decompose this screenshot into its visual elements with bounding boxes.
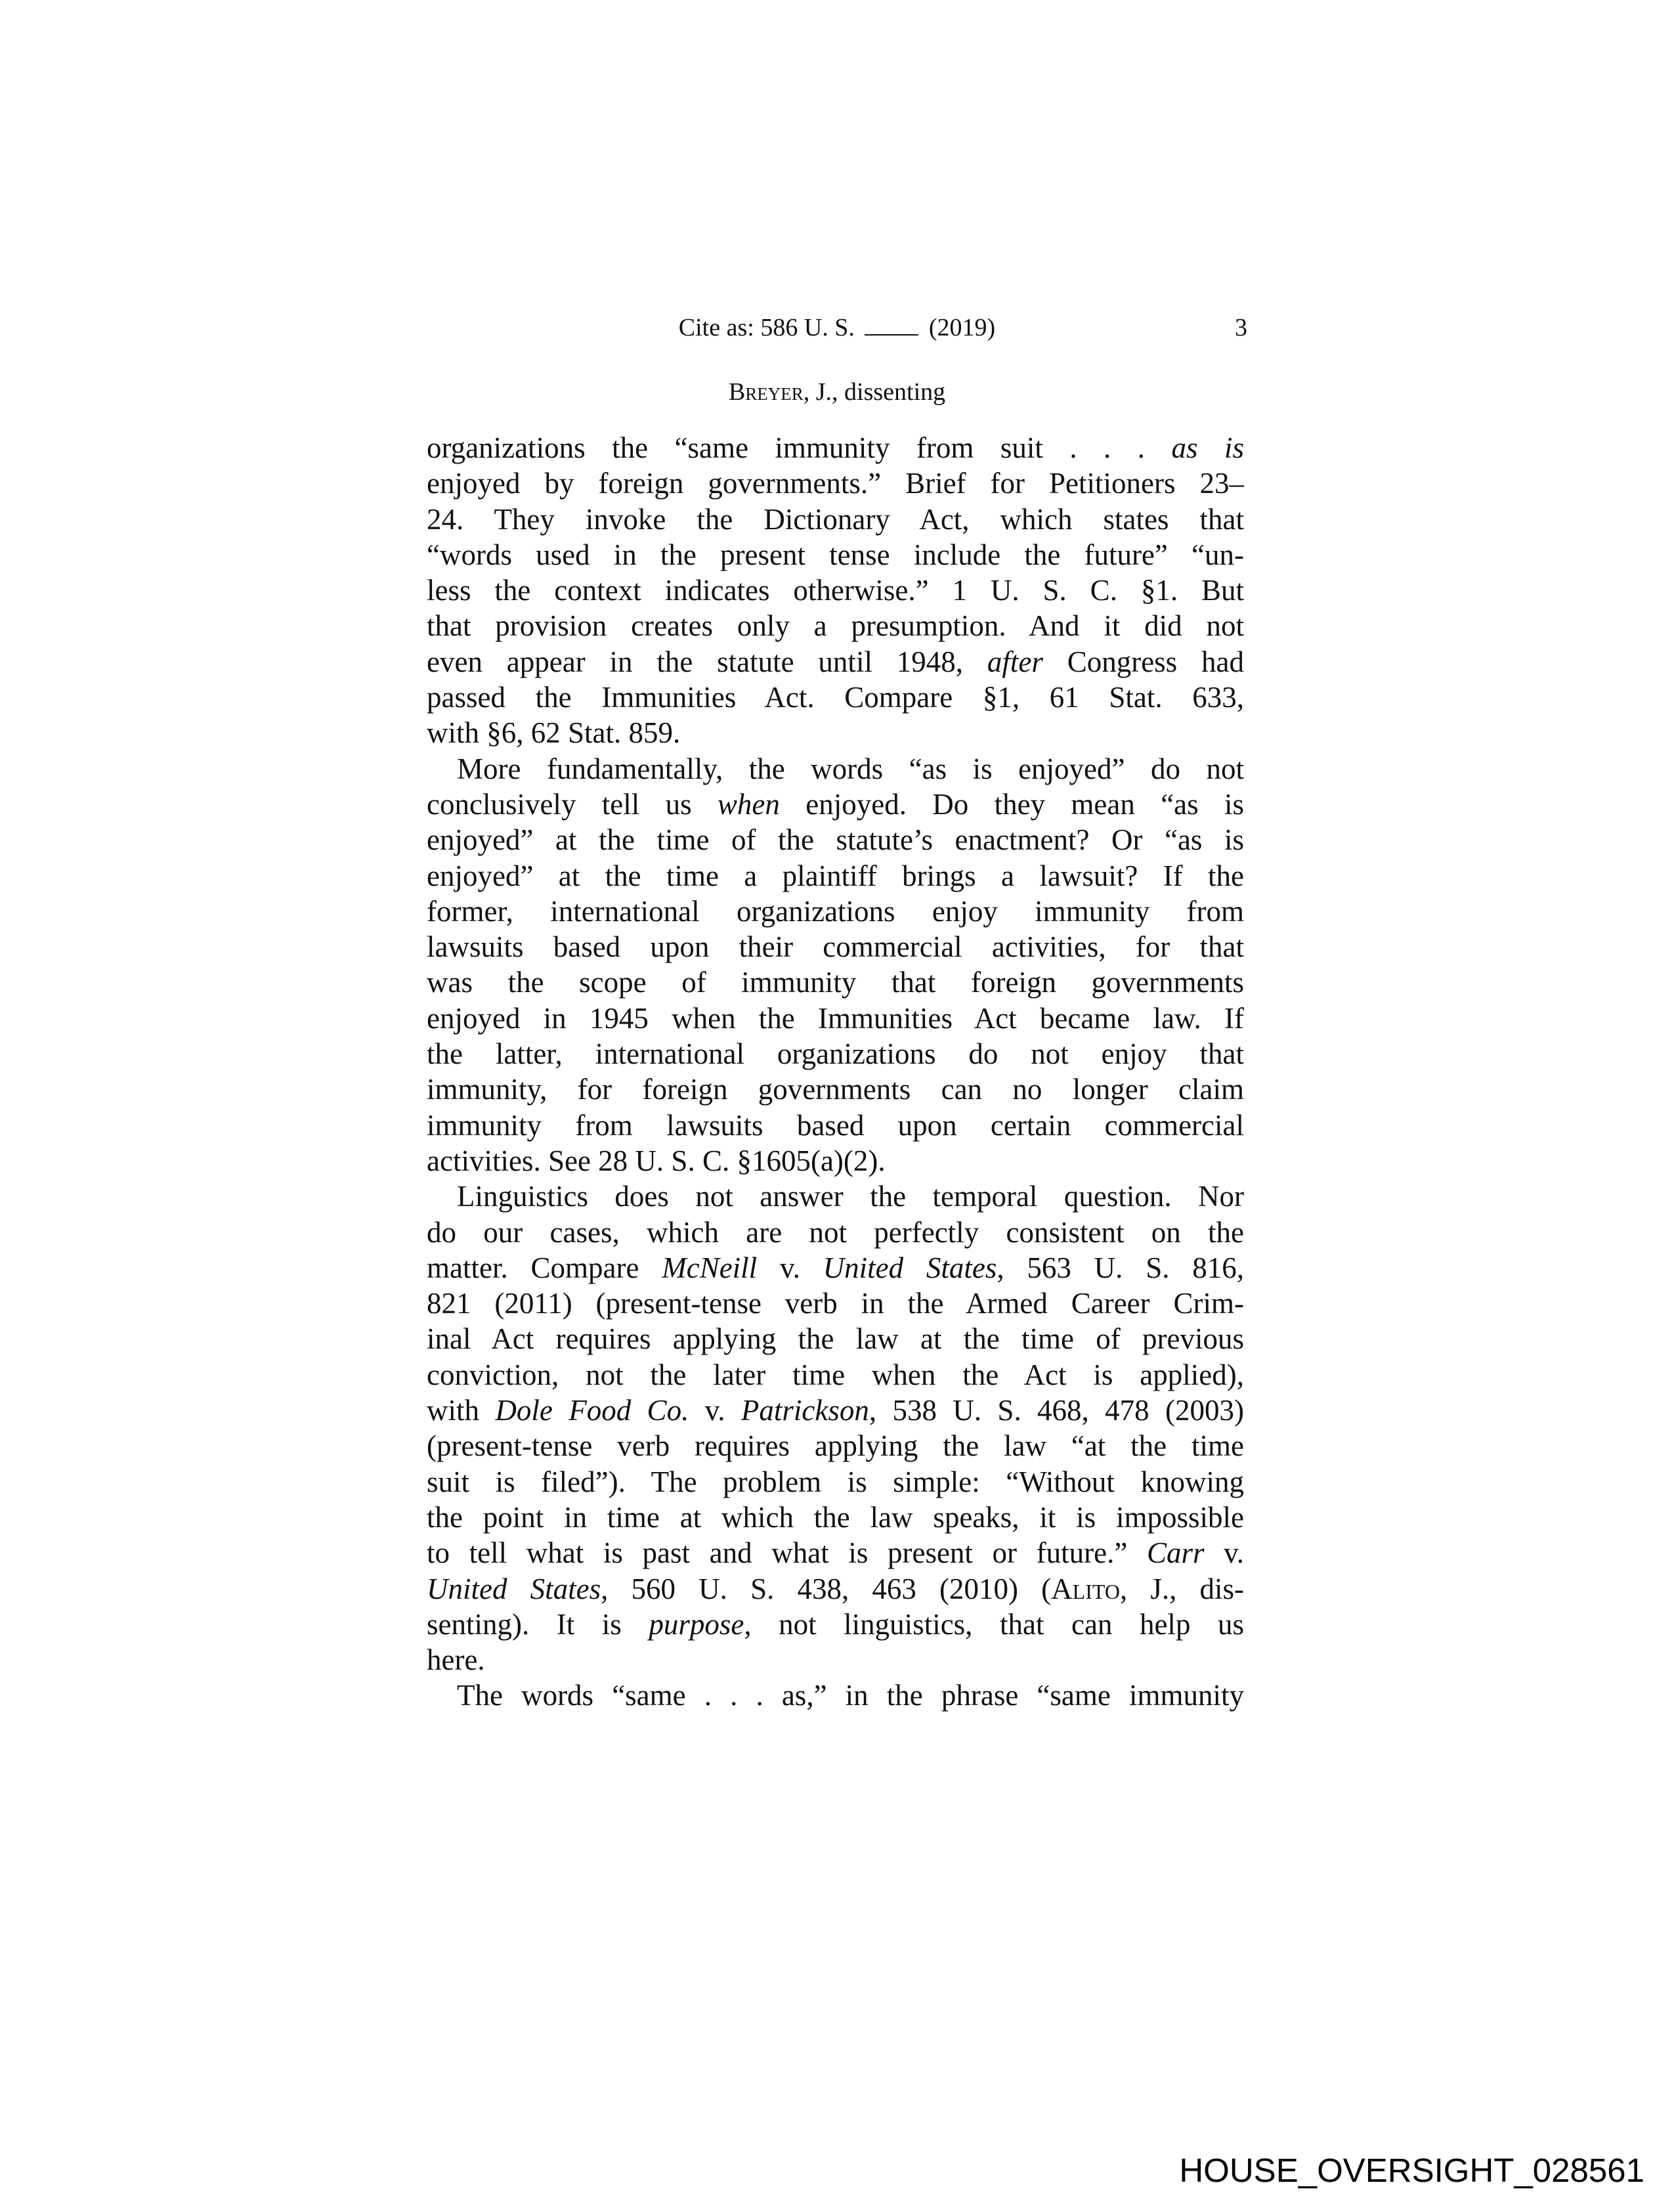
text-line	[427, 1179, 1244, 1214]
text-segment: to tell what is past and what is present or future.”	[427, 1536, 1147, 1570]
text-segment: do our cases, which are not perfectly consistent on the	[427, 1215, 1244, 1249]
text-line	[427, 644, 1244, 680]
text-segment: even appear in the statute until 1948,	[427, 645, 987, 678]
text-segment: suit is filed”). The problem is simple: “Without knowing	[427, 1465, 1244, 1498]
running-head-rest: , J., dissenting	[803, 378, 946, 406]
text-segment: matter. Compare	[427, 1251, 662, 1284]
text-segment: immunity, for foreign governments can no longer claim	[427, 1073, 1244, 1106]
text-line	[427, 680, 1244, 715]
paragraph	[427, 1179, 1244, 1678]
text-line	[427, 1571, 1244, 1607]
text-line	[427, 466, 1244, 501]
text-segment: organizations the “same immunity from suit . . .	[427, 431, 1172, 464]
text-segment: , J., dis-	[1119, 1572, 1244, 1605]
italic-text: as is	[1171, 431, 1244, 464]
text-line	[427, 1500, 1244, 1535]
text-segment: conviction, not the later time when the Act is applied),	[427, 1358, 1244, 1391]
paragraph	[427, 1678, 1244, 1713]
paragraph	[427, 430, 1244, 751]
text-line	[427, 608, 1244, 643]
text-line	[427, 1642, 1244, 1678]
italic-text: when	[717, 787, 780, 821]
text-segment: senting). It is	[427, 1607, 649, 1641]
text-line	[427, 894, 1244, 929]
text-segment: , 560 U. S. 438, 463 (2010) (	[601, 1572, 1052, 1605]
citation-header	[0, 313, 1674, 342]
opinion-body	[427, 430, 1244, 1714]
italic-text: after	[987, 645, 1043, 678]
text-line	[427, 1143, 1244, 1179]
text-line	[427, 1321, 1244, 1356]
text-segment: , not linguistics, that can help us	[744, 1607, 1244, 1641]
text-line	[427, 1250, 1244, 1286]
text-line	[427, 1001, 1244, 1036]
small-caps-text: Alito	[1051, 1572, 1120, 1605]
citation-prefix: Cite as: 586 U. S.	[678, 314, 861, 341]
text-segment: the point in time at which the law speaks, it is impossible	[427, 1500, 1244, 1534]
page-number: 3	[1235, 314, 1247, 341]
text-segment: The words “same . . . as,” in the phrase “same immunity	[457, 1679, 1244, 1712]
paragraph	[427, 751, 1244, 1179]
text-segment: enjoyed in 1945 when the Immunities Act became law. If	[427, 1001, 1244, 1035]
text-segment: 821 (2011) (present-tense verb in the Armed Career Crim-	[427, 1287, 1244, 1320]
text-line	[427, 751, 1244, 787]
text-segment: , 538 U. S. 468, 478 (2003)	[869, 1394, 1244, 1427]
text-line	[427, 715, 1244, 750]
text-segment: activities. See 28 U. S. C. §1605(a)(2).	[427, 1144, 886, 1177]
text-segment: passed the Immunities Act. Compare §1, 61 Stat. 633,	[427, 681, 1244, 714]
text-line	[427, 965, 1244, 1000]
text-line	[427, 787, 1244, 822]
citation-year: (2019)	[922, 314, 996, 341]
text-line	[427, 1393, 1244, 1428]
text-segment: inal Act requires applying the law at the time of previous	[427, 1322, 1244, 1356]
text-segment: enjoyed” at the time a plaintiff brings a lawsuit? If the	[427, 859, 1244, 892]
text-segment: here.	[427, 1643, 485, 1677]
text-line	[427, 1036, 1244, 1072]
text-line	[427, 573, 1244, 608]
text-segment: was the scope of immunity that foreign governments	[427, 966, 1244, 999]
text-segment: (present-tense verb requires applying the law “at the time	[427, 1429, 1244, 1463]
text-line	[427, 858, 1244, 894]
text-segment: enjoyed” at the time of the statute’s enactment? Or “as is	[427, 823, 1244, 857]
text-segment: More fundamentally, the words “as is enjoyed” do not	[457, 752, 1244, 785]
citation-blank	[865, 316, 918, 336]
text-line	[427, 1215, 1244, 1250]
text-segment: with	[427, 1394, 496, 1427]
text-segment: that provision creates only a presumption. And it did not	[427, 609, 1244, 643]
text-segment: conclusively tell us	[427, 787, 718, 821]
text-line	[427, 502, 1244, 537]
text-line	[427, 1428, 1244, 1464]
text-segment: , 563 U. S. 816,	[997, 1251, 1245, 1284]
text-segment: v.	[1204, 1536, 1244, 1570]
text-line	[427, 430, 1244, 466]
italic-text: United States	[427, 1572, 601, 1605]
text-segment: lawsuits based upon their commercial activities, for that	[427, 930, 1244, 964]
text-segment: Congress had	[1042, 645, 1244, 678]
text-line	[427, 1464, 1244, 1500]
text-line	[427, 929, 1244, 965]
italic-text: Dole Food Co.	[495, 1394, 689, 1427]
italic-text: Carr	[1146, 1536, 1205, 1570]
text-segment: v.	[757, 1251, 823, 1284]
text-segment: 24. They invoke the Dictionary Act, which states that	[427, 502, 1244, 536]
text-segment: “words used in the present tense include the future” “un-	[427, 538, 1244, 571]
text-segment: v.	[689, 1394, 741, 1427]
text-line	[427, 1108, 1244, 1143]
justice-name: Breyer	[728, 378, 804, 406]
text-line	[427, 1535, 1244, 1571]
running-head	[0, 378, 1674, 406]
text-line	[427, 1072, 1244, 1107]
italic-text: McNeill	[662, 1251, 758, 1284]
text-line	[427, 1607, 1244, 1642]
text-segment: enjoyed by foreign governments.” Brief for Petitioners 23–	[427, 467, 1244, 500]
text-segment: with §6, 62 Stat. 859.	[427, 716, 681, 750]
text-segment: immunity from lawsuits based upon certain commercial	[427, 1108, 1244, 1142]
italic-text: purpose	[649, 1607, 744, 1641]
italic-text: Patrickson	[740, 1394, 869, 1427]
text-line	[427, 537, 1244, 573]
text-line	[427, 1678, 1244, 1713]
text-segment: the latter, international organizations do not enjoy that	[427, 1037, 1244, 1071]
text-line	[427, 1357, 1244, 1393]
bates-stamp: HOUSE_OVERSIGHT_028561	[1179, 2152, 1644, 2189]
text-segment: former, international organizations enjoy immunity from	[427, 894, 1244, 928]
text-segment: enjoyed. Do they mean “as is	[779, 787, 1244, 821]
text-line	[427, 822, 1244, 857]
italic-text: United States	[823, 1251, 997, 1284]
text-segment: less the context indicates otherwise.” 1 U. S. C. §1. But	[427, 574, 1244, 607]
text-line	[427, 1286, 1244, 1321]
text-segment: Linguistics does not answer the temporal question. Nor	[457, 1180, 1244, 1213]
